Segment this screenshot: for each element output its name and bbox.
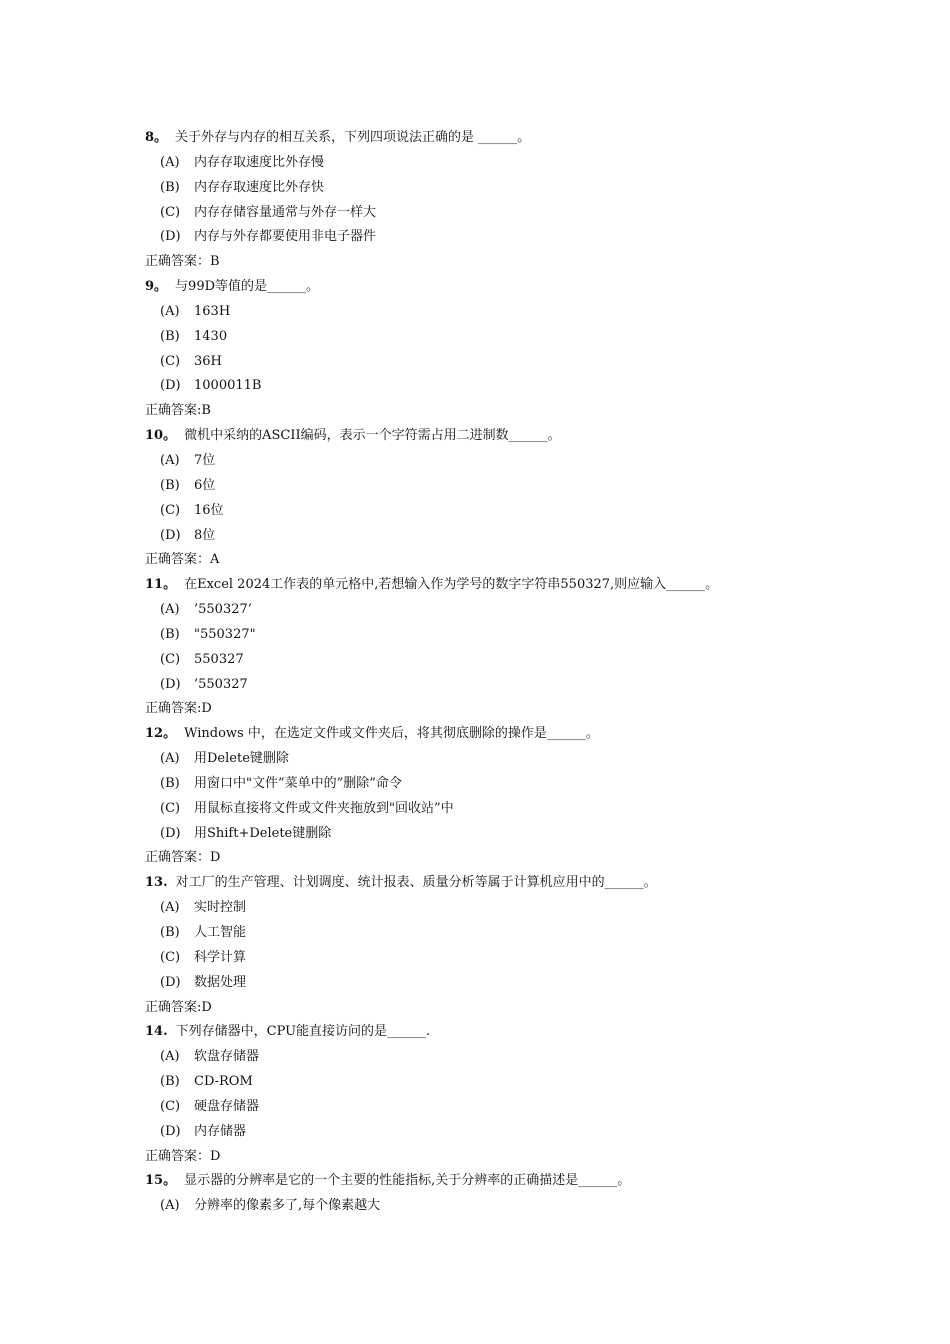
option-line bbox=[145, 449, 925, 474]
option-text: 用Shift+Delete键删除 bbox=[194, 825, 332, 841]
option-line bbox=[145, 772, 925, 797]
option-line bbox=[145, 1120, 925, 1145]
option-line bbox=[145, 673, 925, 698]
option-text: 6位 bbox=[194, 477, 216, 493]
option-text: ’550327 bbox=[194, 676, 248, 692]
option-line bbox=[145, 225, 925, 250]
option-label: (A) bbox=[160, 751, 180, 767]
option-label: (D) bbox=[160, 1123, 181, 1139]
option-text: 数据处理 bbox=[194, 974, 247, 990]
option-line bbox=[145, 374, 925, 399]
option-text: 1430 bbox=[194, 328, 228, 344]
option-label: (B) bbox=[160, 477, 180, 493]
option-text: 人工智能 bbox=[194, 925, 247, 940]
question-line bbox=[145, 722, 925, 747]
option-text: 用窗口中"文件”菜单中的”删除”命令 bbox=[194, 775, 402, 791]
answer-line: 正确答案:B bbox=[145, 403, 211, 419]
option-text: "550327" bbox=[194, 626, 256, 642]
option-text: 16位 bbox=[194, 502, 224, 518]
option-label: (D) bbox=[160, 974, 181, 990]
option-label: (C) bbox=[160, 502, 181, 518]
option-label: (B) bbox=[160, 775, 180, 791]
question-number: 13. bbox=[145, 875, 168, 891]
option-line bbox=[145, 598, 925, 623]
option-line bbox=[145, 623, 925, 648]
option-text: 7位 bbox=[194, 452, 216, 468]
option-label: (B) bbox=[160, 626, 180, 642]
question-line bbox=[145, 1169, 925, 1194]
option-line bbox=[145, 921, 925, 946]
option-line bbox=[145, 151, 925, 176]
option-text: 内存储器 bbox=[194, 1123, 247, 1139]
option-label: (A) bbox=[160, 900, 180, 916]
option-label: (D) bbox=[160, 825, 181, 841]
option-label: (D) bbox=[160, 676, 181, 692]
question-line bbox=[145, 573, 925, 598]
option-label: (A) bbox=[160, 602, 180, 618]
option-text: CD-ROM bbox=[194, 1074, 253, 1090]
document-body bbox=[145, 126, 925, 1219]
option-label: (B) bbox=[160, 1074, 180, 1090]
question-text: 显示器的分辨率是它的一个主要的性能指标,关于分辨率的正确描述是______。 bbox=[184, 1173, 631, 1189]
question-line bbox=[145, 126, 925, 151]
option-label: (B) bbox=[160, 179, 180, 195]
answer-line: 正确答案:D bbox=[145, 999, 212, 1015]
question-number: 9。 bbox=[145, 279, 168, 295]
option-line bbox=[145, 896, 925, 921]
option-line bbox=[145, 524, 925, 549]
option-line bbox=[145, 350, 925, 375]
answer-line: 正确答案：D bbox=[145, 1148, 221, 1164]
option-line bbox=[145, 1045, 925, 1070]
question-line bbox=[145, 275, 925, 300]
option-text: 软盘存储器 bbox=[194, 1049, 260, 1065]
question-text: 微机中采纳的ASCII编码，表示一个字符需占用二进制数______。 bbox=[184, 428, 561, 444]
option-text: 科学计算 bbox=[194, 949, 247, 965]
answer-line: 正确答案:D bbox=[145, 701, 212, 717]
option-label: (D) bbox=[160, 378, 181, 394]
option-line bbox=[145, 176, 925, 201]
question-number: 12。 bbox=[145, 726, 177, 742]
question-number: 8。 bbox=[145, 130, 168, 145]
option-label: (C) bbox=[160, 353, 181, 369]
option-line bbox=[145, 1095, 925, 1120]
option-line bbox=[145, 201, 925, 226]
option-line bbox=[145, 946, 925, 971]
option-label: (D) bbox=[160, 229, 181, 245]
option-text: 用鼠标直接将文件或文件夹拖放到"回收站”中 bbox=[194, 800, 454, 816]
answer-line: 正确答案：D bbox=[145, 850, 221, 866]
option-text: 用Delete键删除 bbox=[194, 751, 289, 767]
option-label: (C) bbox=[160, 949, 181, 965]
option-label: (A) bbox=[160, 1049, 180, 1065]
option-label: (B) bbox=[160, 328, 180, 344]
answer-line: 正确答案：B bbox=[145, 254, 220, 270]
option-label: (C) bbox=[160, 800, 181, 816]
option-label: (B) bbox=[160, 925, 180, 940]
option-line bbox=[145, 499, 925, 524]
question-text: 下列存储器中，CPU能直接访问的是______. bbox=[175, 1024, 431, 1040]
option-label: (A) bbox=[160, 1198, 180, 1214]
question-line bbox=[145, 424, 925, 449]
option-line bbox=[145, 971, 925, 996]
option-line bbox=[145, 747, 925, 772]
answer-line: 正确答案：A bbox=[145, 552, 220, 568]
option-line bbox=[145, 300, 925, 325]
option-line bbox=[145, 797, 925, 822]
option-text: 550327 bbox=[194, 651, 244, 667]
option-text: 内存存储容量通常与外存一样大 bbox=[194, 204, 377, 220]
question-number: 15。 bbox=[145, 1173, 177, 1189]
question-number: 14. bbox=[145, 1024, 168, 1040]
option-label: (D) bbox=[160, 527, 181, 543]
question-line bbox=[145, 1020, 925, 1045]
question-text: 与99D等值的是______。 bbox=[175, 279, 320, 295]
option-text: 1000011B bbox=[194, 378, 262, 394]
option-text: 163H bbox=[194, 303, 231, 319]
option-label: (A) bbox=[160, 452, 180, 468]
question-text: 对工厂的生产管理、计划调度、统计报表、质量分析等属于计算机应用中的______。 bbox=[175, 875, 657, 891]
option-text: ’550327’ bbox=[194, 602, 252, 618]
question-text: Windows 中，在选定文件或文件夹后，将其彻底删除的操作是______。 bbox=[184, 726, 599, 742]
option-label: (A) bbox=[160, 154, 180, 170]
option-text: 内存与外存都要使用非电子器件 bbox=[194, 229, 377, 245]
question-number: 11。 bbox=[145, 577, 177, 593]
question-text: 在Excel 2024工作表的单元格中,若想输入作为学号的数字字符串550327,则应输入______。 bbox=[184, 577, 719, 593]
option-label: (C) bbox=[160, 1098, 181, 1114]
option-text: 内存存取速度比外存快 bbox=[194, 179, 325, 195]
question-text: 关于外存与内存的相互关系，下列四项说法正确的是 ______。 bbox=[175, 130, 531, 145]
option-line bbox=[145, 648, 925, 673]
option-text: 内存存取速度比外存慢 bbox=[194, 154, 325, 170]
question-line bbox=[145, 871, 925, 896]
option-line bbox=[145, 1194, 925, 1219]
option-text: 分辨率的像素多了,每个像素越大 bbox=[194, 1198, 381, 1214]
option-text: 36H bbox=[194, 353, 222, 369]
option-line bbox=[145, 474, 925, 499]
question-number: 10。 bbox=[145, 428, 177, 444]
option-label: (C) bbox=[160, 204, 181, 220]
option-text: 实时控制 bbox=[194, 900, 247, 916]
option-line bbox=[145, 1070, 925, 1095]
option-label: (C) bbox=[160, 651, 181, 667]
option-label: (A) bbox=[160, 303, 180, 319]
option-line bbox=[145, 822, 925, 847]
option-line bbox=[145, 325, 925, 350]
option-text: 硬盘存储器 bbox=[194, 1098, 260, 1114]
option-text: 8位 bbox=[194, 527, 216, 543]
